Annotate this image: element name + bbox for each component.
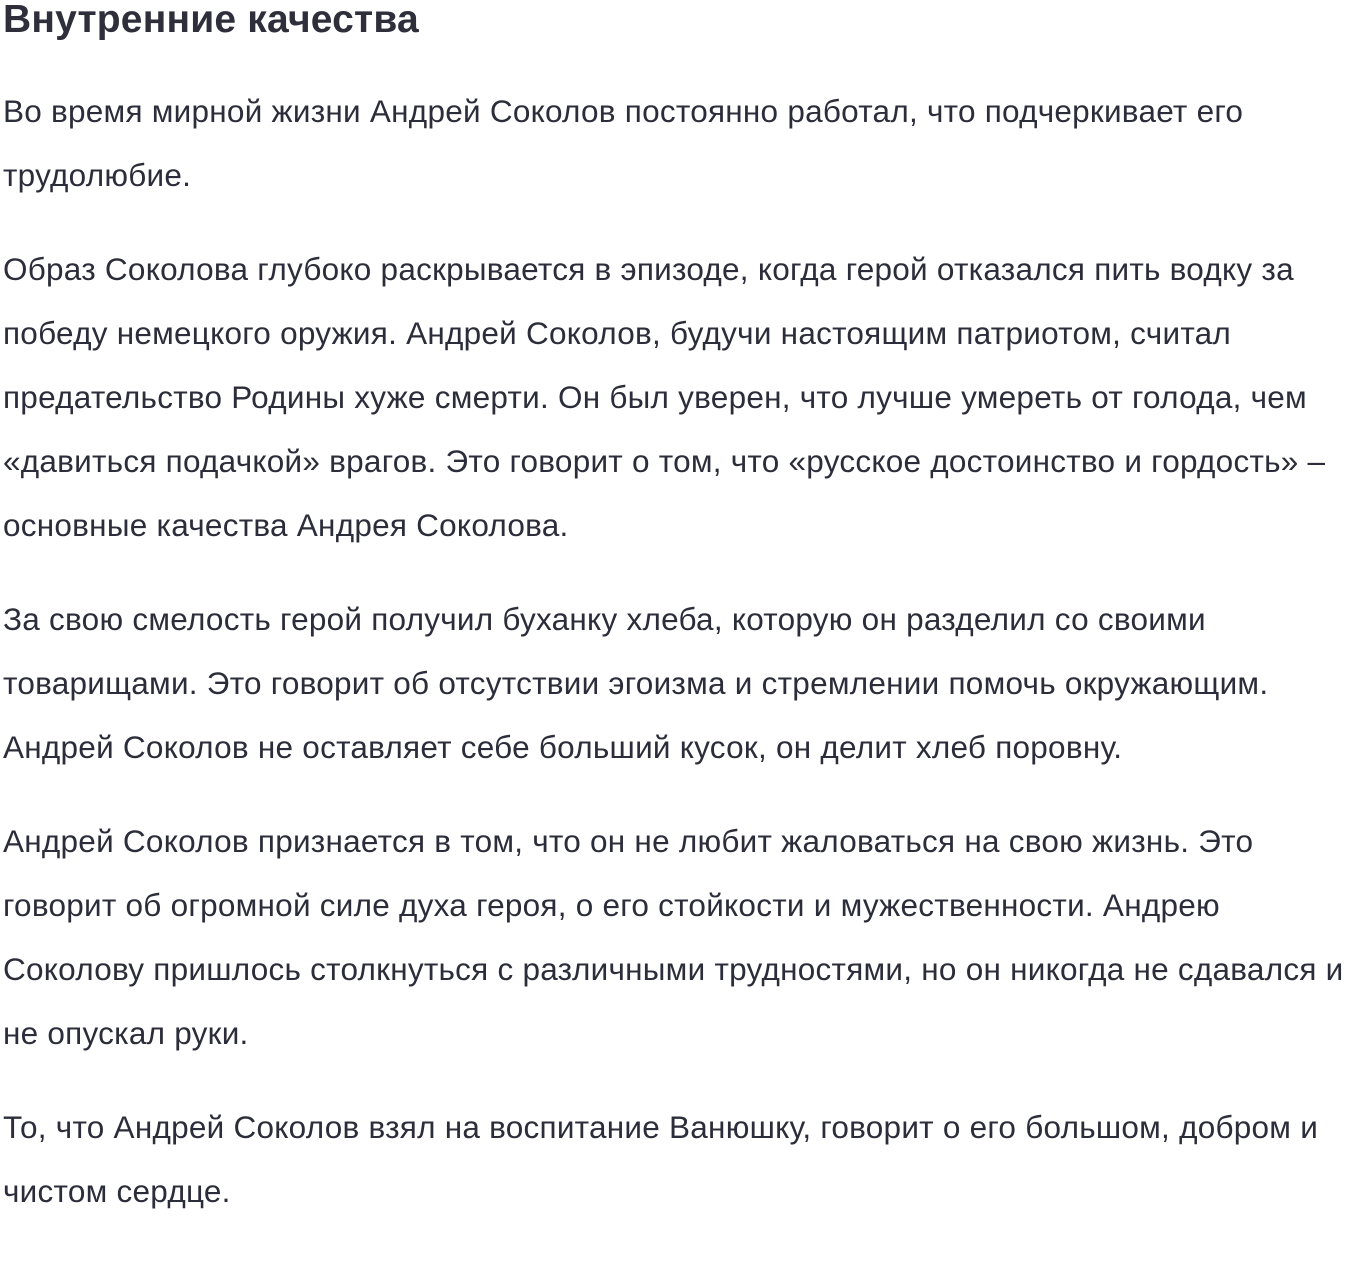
section-heading: Внутренние качества: [3, 0, 419, 41]
paragraph-bread-sharing: За свою смелость герой получил буханку хлеба, которую он разделил со своими товарищами. Это говорит об отсутствии эгоизма и стремлении помочь окружающим. Андрей Соколов не оставляет себе больший кусок, он делит хлеб поровну.: [3, 601, 1269, 765]
paragraph-patriotism: Образ Соколова глубоко раскрывается в эпизоде, когда герой отказался пить водку за победу немецкого оружия. Андрей Соколов, будучи настоящим патриотом, считал предательство Родины хуже смерти. Он был уверен, что лучше умереть от голода, чем «давиться подачкой» врагов. Это говорит о том, что «русское достоинство и гордость» – основные качества Андрея Соколова.: [3, 251, 1326, 543]
paragraph-kind-heart: То, что Андрей Соколов взял на воспитание Ванюшку, говорит о его большом, добром и чистом сердце.: [3, 1109, 1319, 1209]
article-content: [3, 0, 1359, 1223]
paragraph-peaceful-life: Во время мирной жизни Андрей Соколов постоянно работал, что подчеркивает его трудолюбие.: [3, 93, 1244, 193]
paragraph-fortitude: Андрей Соколов признается в том, что он не любит жаловаться на свою жизнь. Это говорит об огромной силе духа героя, о его стойкости и мужественности. Андрею Соколову пришлось столкнуться с различными трудностями, но он никогда не сдавался и не опускал руки.: [3, 823, 1344, 1051]
